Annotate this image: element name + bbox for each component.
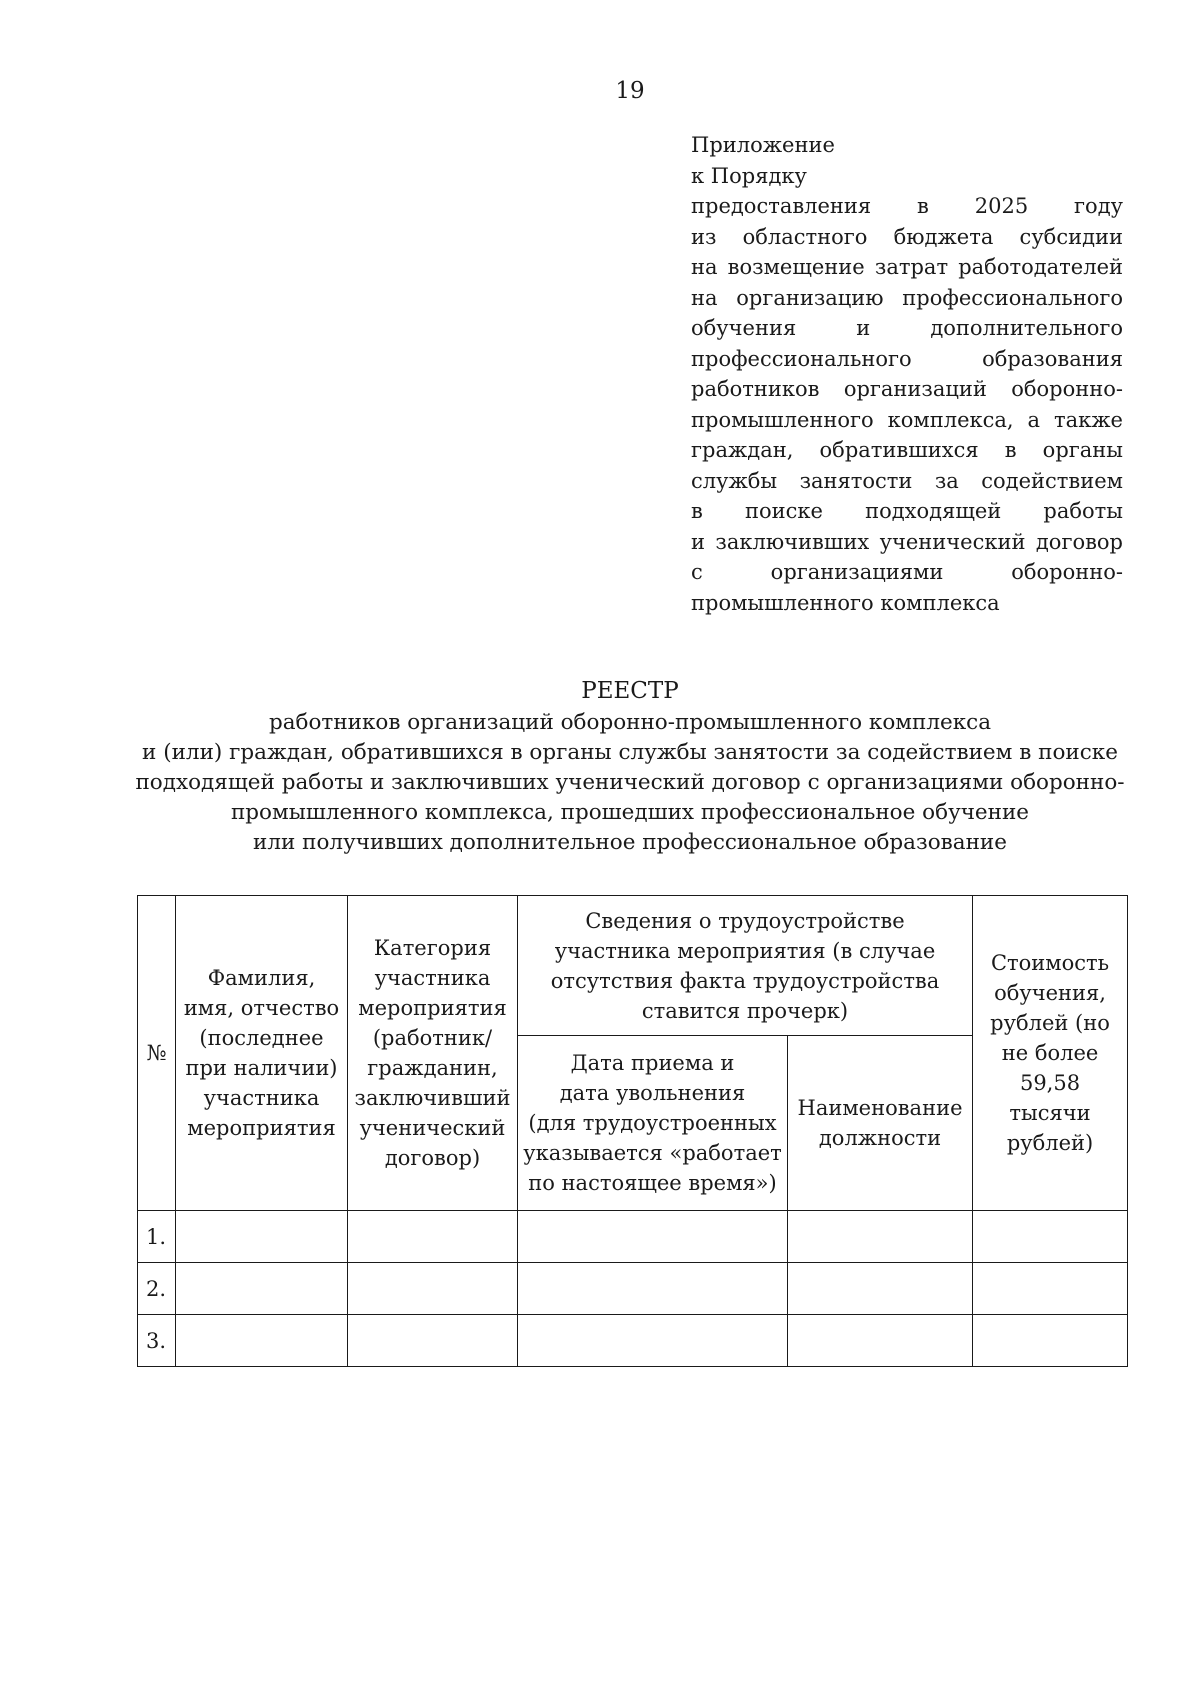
cell-fio (176, 1263, 348, 1315)
cell-category (348, 1263, 518, 1315)
table-row (138, 1263, 1128, 1315)
appendix-line: на возмещение затрат работодателей (691, 255, 1123, 279)
subtitle-line: или получивших дополнительное профессиональное образование (253, 830, 1007, 855)
registry-table (137, 895, 1128, 1367)
appendix-line: профессионального образования (691, 346, 1123, 371)
header-dates-line: указывается «работает (523, 1141, 782, 1165)
header-dates-line: дата увольнения (559, 1081, 746, 1105)
header-fio (176, 896, 348, 1211)
subtitle-line: подходящей работы и заключивших ученический договор с организациями оборонно- (135, 770, 1125, 795)
header-row (138, 896, 1128, 1036)
header-num (138, 896, 176, 1211)
header-num-text: № (146, 1041, 167, 1065)
cell-cost (973, 1315, 1128, 1367)
header-position-line: должности (818, 1126, 942, 1150)
header-fio-line: участника (203, 1086, 320, 1110)
table-row (138, 1315, 1128, 1367)
header-dates-line: Дата приема и (570, 1051, 735, 1075)
row-number: 1. (138, 1211, 176, 1263)
appendix-block (691, 130, 1123, 618)
header-fio-line: при наличии) (185, 1056, 338, 1080)
appendix-line: предоставления в 2025 году (691, 194, 1123, 218)
header-fio-line: (последнее (199, 1026, 324, 1050)
header-category-line: мероприятия (358, 996, 507, 1020)
header-cost-line: рублей (но (990, 1011, 1110, 1035)
appendix-line: обучения и дополнительного (691, 316, 1123, 340)
header-cost (973, 896, 1128, 1211)
subtitle-line: промышленного комплекса, прошедших профессиональное обучение (230, 800, 1030, 825)
row-number: 3. (138, 1315, 176, 1367)
header-dates-line: (для трудоустроенных (528, 1111, 777, 1135)
header-position (788, 1036, 973, 1211)
header-category-line: ученический (359, 1116, 506, 1140)
appendix-line: из областного бюджета субсидии (691, 224, 1123, 249)
cell-cost (973, 1211, 1128, 1263)
header-employment-line: участника мероприятия (в случае (554, 938, 936, 963)
cell-dates (518, 1263, 788, 1315)
cell-dates (518, 1211, 788, 1263)
page-number: 19 (615, 78, 645, 104)
header-cost-line: Стоимость (990, 951, 1110, 975)
header-fio-line: Фамилия, (207, 966, 316, 990)
header-cost-line: обучения, (994, 981, 1106, 1005)
header-cost-line: не более (1001, 1041, 1099, 1065)
appendix-line: граждан, обратившихся в органы (691, 438, 1123, 462)
header-fio-line: мероприятия (187, 1116, 336, 1140)
appendix-line: работников организаций оборонно- (691, 377, 1123, 401)
header-cost-line: рублей) (1006, 1131, 1094, 1155)
cell-category (348, 1315, 518, 1367)
header-employment-line: отсутствия факта трудоустройства (550, 968, 940, 993)
cell-position (788, 1263, 973, 1315)
header-employment (518, 896, 973, 1036)
header-cost-line: 59,58 (1019, 1071, 1081, 1095)
header-dates-line: по настоящее время») (528, 1171, 777, 1195)
table-row (138, 1211, 1128, 1263)
appendix-line: к Порядку (691, 163, 807, 188)
header-employment-line: Сведения о трудоустройстве (585, 908, 905, 933)
header-category-line: договор) (384, 1146, 481, 1170)
header-category-line: гражданин, (367, 1056, 498, 1080)
cell-position (788, 1315, 973, 1367)
appendix-line: с организациями оборонно- (691, 560, 1123, 584)
registry-title: РЕЕСТР (581, 678, 679, 704)
header-cost-line: тысячи (1009, 1101, 1091, 1125)
appendix-line: службы занятости за содействием (691, 468, 1123, 493)
header-category-line: участника (374, 966, 491, 990)
subtitle-line: и (или) граждан, обратившихся в органы службы занятости за содействием в поиске (142, 740, 1118, 765)
appendix-line: в поиске подходящей работы (691, 499, 1123, 523)
cell-category (348, 1211, 518, 1263)
header-category (348, 896, 518, 1211)
header-dates (518, 1036, 788, 1211)
subtitle-line: работников организаций оборонно-промышленного комплекса (268, 710, 992, 735)
appendix-line: промышленного комплекса (691, 590, 1000, 615)
header-category-line: заключивший (354, 1086, 511, 1110)
cell-fio (176, 1315, 348, 1367)
header-employment-line: ставится прочерк) (641, 998, 849, 1023)
cell-position (788, 1211, 973, 1263)
header-fio-line: имя, отчество (183, 996, 340, 1020)
appendix-line: на организацию профессионального (691, 285, 1123, 310)
header-position-line: Наименование (797, 1096, 963, 1120)
appendix-line: промышленного комплекса, а также (691, 407, 1123, 432)
header-category-line: (работник/ (372, 1026, 493, 1050)
cell-dates (518, 1315, 788, 1367)
appendix-line: Приложение (691, 133, 835, 157)
cell-cost (973, 1263, 1128, 1315)
appendix-line: и заключивших ученический договор (691, 529, 1123, 554)
cell-fio (176, 1211, 348, 1263)
header-category-line: Категория (373, 936, 492, 960)
row-number: 2. (138, 1263, 176, 1315)
registry-subtitle (130, 708, 1130, 858)
